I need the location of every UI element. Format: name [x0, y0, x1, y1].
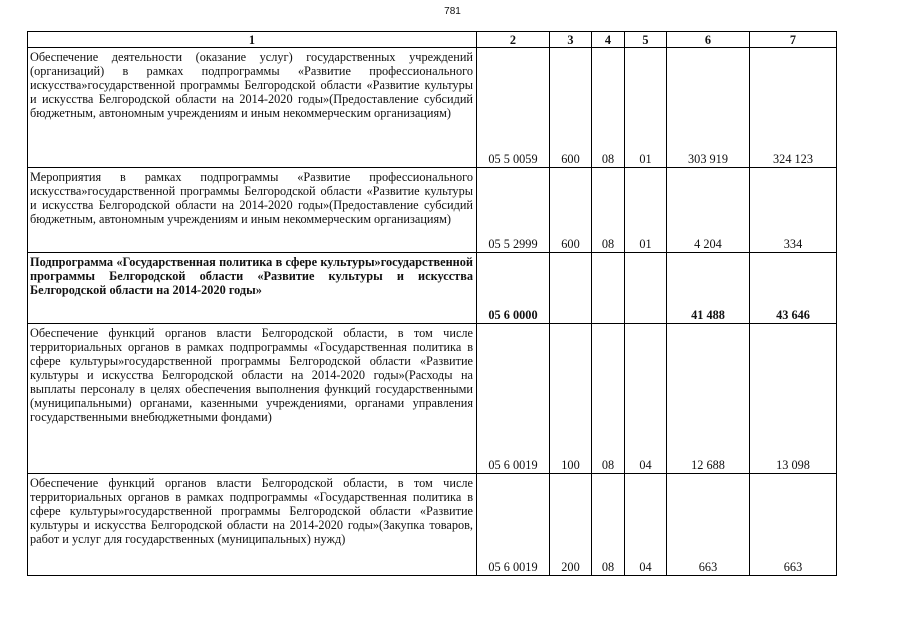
column-header: 6: [667, 32, 750, 48]
row-amount-col7: 43 646: [750, 253, 837, 324]
row-amount-col6: 4 204: [667, 168, 750, 253]
table-row: [28, 324, 837, 474]
column-header: 4: [592, 32, 625, 48]
row-description: Обеспечение функций органов власти Белгородской области, в том числе территориальных органов в рамках подпрограммы «Государственная политика в сфере культуры»государственной программы Белгородской области «Развитие культуры и искусства Белгородской области на 2014-2020 годы»(Закупка товаров, работ и услуг для государственных (муниципальных) нужд): [28, 474, 477, 576]
column-header: 1: [28, 32, 477, 48]
row-type: 100: [550, 324, 592, 474]
row-amount-col7: 13 098: [750, 324, 837, 474]
row-section: 08: [592, 48, 625, 168]
row-code: 05 5 0059: [477, 48, 550, 168]
row-description: Подпрограмма «Государственная политика в сфере культуры»государственной программы Белгородской области «Развитие культуры и искусства Белгородской области на 2014-2020 годы»: [28, 253, 477, 324]
column-header: 2: [477, 32, 550, 48]
column-header: 5: [625, 32, 667, 48]
row-subsection: [625, 253, 667, 324]
row-code: 05 6 0000: [477, 253, 550, 324]
table-row: [28, 474, 837, 576]
row-code: 05 6 0019: [477, 324, 550, 474]
row-amount-col7: 334: [750, 168, 837, 253]
table-header-row: [28, 32, 837, 48]
row-description: Обеспечение деятельности (оказание услуг) государственных учреждений (организаций) в рамках подпрограммы «Развитие профессионального искусства»государственной программы Белгородской области «Развитие культуры и искусства Белгородской области на 2014-2020 годы»(Предоставление субсидий бюджетным, автономным учреждениям и иным некоммерческим организациям): [28, 48, 477, 168]
row-type: 600: [550, 168, 592, 253]
row-amount-col7: 663: [750, 474, 837, 576]
row-subsection: 01: [625, 48, 667, 168]
row-amount-col6: 41 488: [667, 253, 750, 324]
row-code: 05 5 2999: [477, 168, 550, 253]
table-row-subtotal: [28, 253, 837, 324]
row-section: 08: [592, 324, 625, 474]
row-subsection: 04: [625, 474, 667, 576]
page-number: 781: [444, 6, 461, 17]
row-amount-col6: 303 919: [667, 48, 750, 168]
row-code: 05 6 0019: [477, 474, 550, 576]
row-section: [592, 253, 625, 324]
row-type: 200: [550, 474, 592, 576]
table-row: [28, 168, 837, 253]
column-header: 3: [550, 32, 592, 48]
row-amount-col7: 324 123: [750, 48, 837, 168]
row-amount-col6: 12 688: [667, 324, 750, 474]
row-subsection: 01: [625, 168, 667, 253]
column-header: 7: [750, 32, 837, 48]
row-type: 600: [550, 48, 592, 168]
row-section: 08: [592, 168, 625, 253]
row-amount-col6: 663: [667, 474, 750, 576]
row-description: Мероприятия в рамках подпрограммы «Развитие профессионального искусства»государственной программы Белгородской области «Развитие культуры и искусства Белгородской области на 2014-2020 годы»(Предоставление субсидий бюджетным, автономным учреждениям и иным некоммерческим организациям): [28, 168, 477, 253]
row-type: [550, 253, 592, 324]
row-section: 08: [592, 474, 625, 576]
row-subsection: 04: [625, 324, 667, 474]
table-row: [28, 48, 837, 168]
budget-table: [27, 31, 837, 576]
row-description: Обеспечение функций органов власти Белгородской области, в том числе территориальных органов в рамках подпрограммы «Государственная политика в сфере культуры»государственной программы Белгородской области «Развитие культуры и искусства Белгородской области на 2014-2020 годы»(Расходы на выплаты персоналу в целях обеспечения выполнения функций государственными (муниципальными) органами, казенными учреждениями, органами управления государственными внебюджетными фондами): [28, 324, 477, 474]
